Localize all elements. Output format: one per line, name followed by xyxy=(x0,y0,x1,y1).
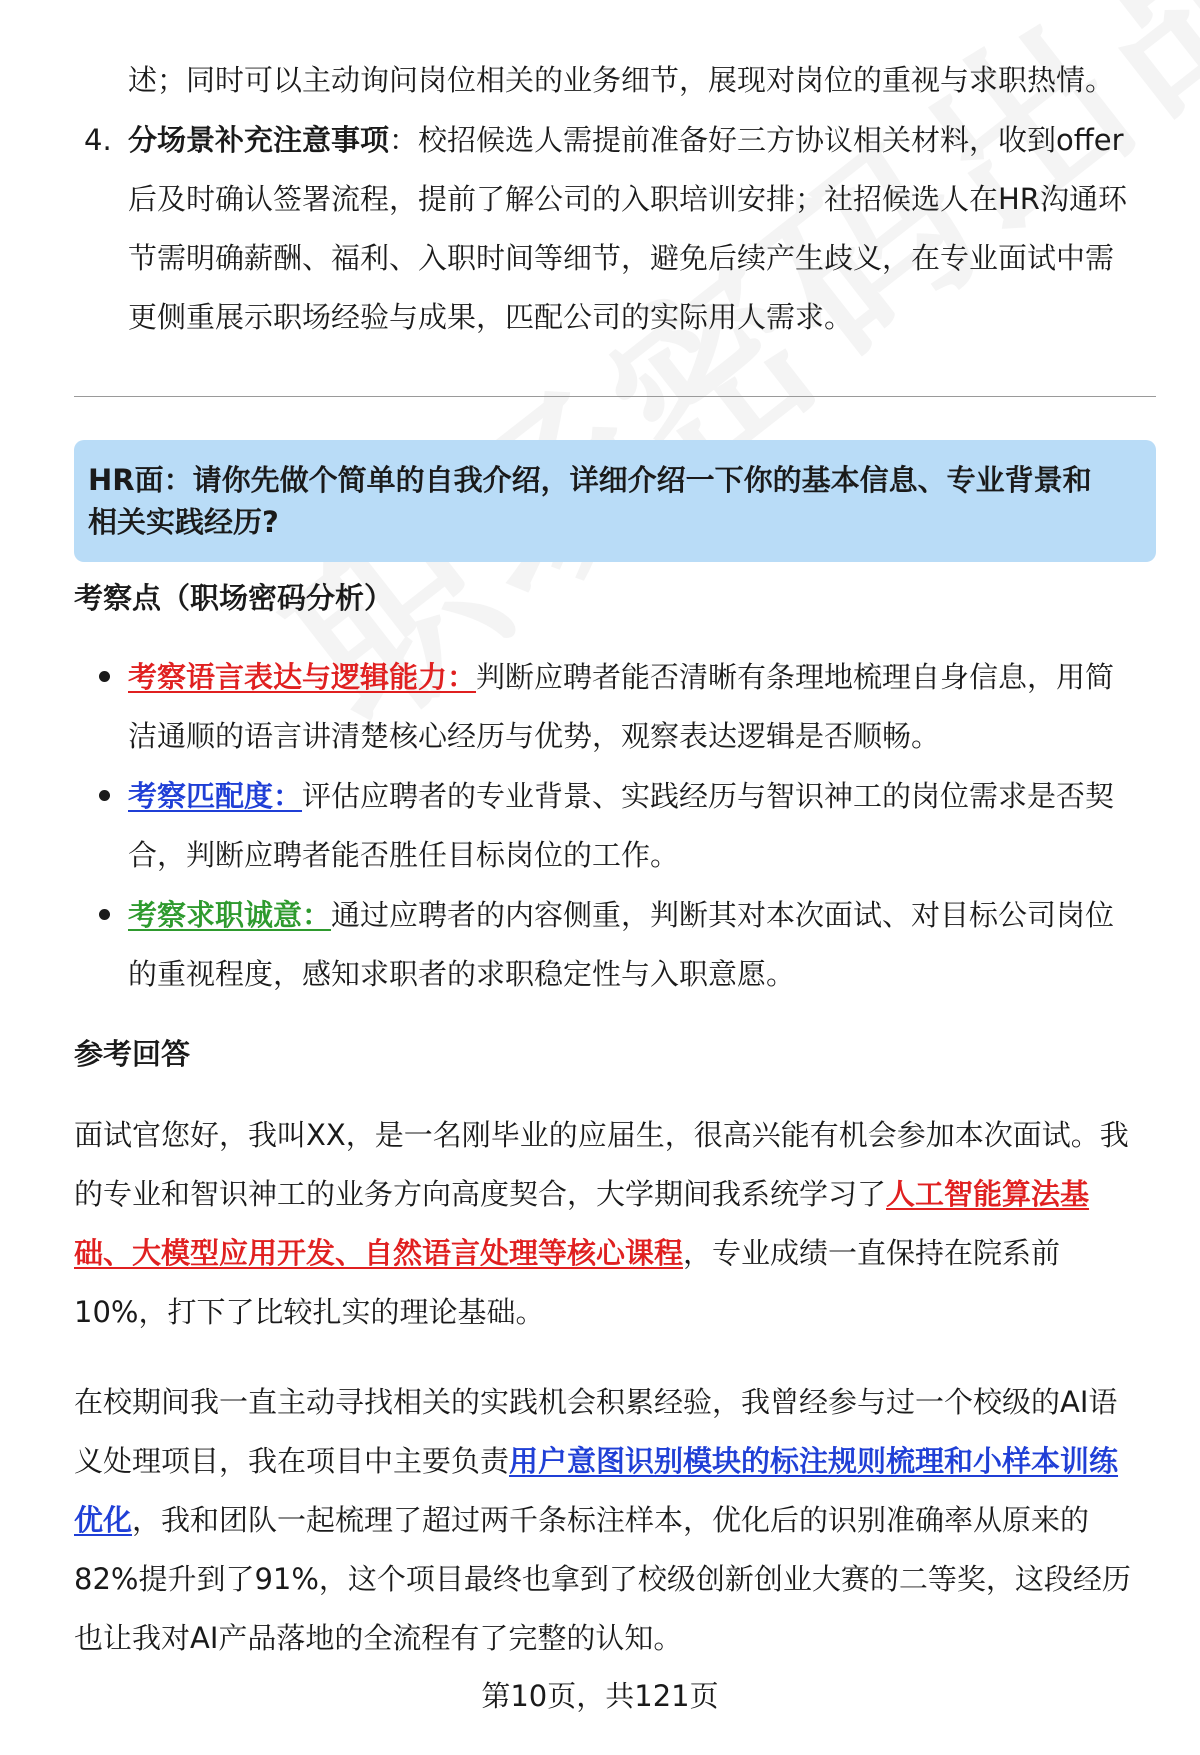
section-divider xyxy=(74,396,1156,397)
list-item-4-line4: 更侧重展示职场经验与成果，匹配公司的实际用人需求。 xyxy=(128,300,854,334)
question-box xyxy=(74,440,1156,562)
analysis-item-1-text: 判断应聘者能否清晰有条理地梳理自身信息，用简 xyxy=(476,660,1115,694)
answer-p1-highlight: 础、大模型应用开发、自然语言处理等核心课程 xyxy=(74,1236,684,1270)
question-line2: 相关实践经历? xyxy=(88,505,279,539)
analysis-item-2-label: 考察匹配度： xyxy=(128,779,303,813)
answer-p1-text: ，专业成绩一直保持在院系前 xyxy=(683,1236,1061,1270)
answer-p2-line5: 也让我对AI产品落地的全流程有了完整的认知。 xyxy=(74,1621,683,1655)
list-item-4-line1 xyxy=(128,120,1124,160)
analysis-item-1-line2: 洁通顺的语言讲清楚核心经历与优势，观察表达逻辑是否顺畅。 xyxy=(128,719,941,753)
answer-p1-line2 xyxy=(74,1174,1089,1214)
answer-p2-highlight: 优化 xyxy=(74,1503,133,1537)
page-number: 第10页，共121页 xyxy=(481,1679,719,1713)
answer-p1-highlight: 人工智能算法基 xyxy=(886,1177,1090,1211)
answer-p1-line4: 10%，打下了比较扎实的理论基础。 xyxy=(74,1295,545,1329)
answer-p1-line3 xyxy=(74,1233,1060,1273)
analysis-item-2-line1 xyxy=(128,776,1114,816)
answer-p1-text: 的专业和智识神工的业务方向高度契合，大学期间我系统学习了 xyxy=(74,1177,887,1211)
answer-p2-line2 xyxy=(74,1441,1118,1481)
answer-heading: 参考回答 xyxy=(74,1037,191,1071)
analysis-item-3-label: 考察求职诚意： xyxy=(128,898,332,932)
question-line1: HR面：请你先做个简单的自我介绍，详细介绍一下你的基本信息、专业背景和 xyxy=(88,463,1092,497)
analysis-item-3-line2: 的重视程度，感知求职者的求职稳定性与入职意愿。 xyxy=(128,957,796,991)
list-number: 4. xyxy=(84,123,112,157)
bullet-dot xyxy=(99,671,110,682)
answer-p2-line4: 82%提升到了91%，这个项目最终也拿到了校级创新创业大赛的二等奖，这段经历 xyxy=(74,1562,1131,1596)
analysis-item-1-line1 xyxy=(128,657,1114,697)
analysis-item-3-line1 xyxy=(128,895,1114,935)
answer-p2-highlight: 用户意图识别模块的标注规则梳理和小样本训练 xyxy=(509,1444,1119,1478)
answer-p1-line1: 面试官您好，我叫XX，是一名刚毕业的应届生，很高兴能有机会参加本次面试。我 xyxy=(74,1118,1129,1152)
analysis-item-2-text: 评估应聘者的专业背景、实践经历与智识神工的岗位需求是否契 xyxy=(302,779,1115,813)
analysis-item-3-text: 通过应聘者的内容侧重，判断其对本次面试、对目标公司岗位 xyxy=(331,898,1115,932)
answer-p2-text: 义处理项目，我在项目中主要负责 xyxy=(74,1444,510,1478)
answer-p2-line1: 在校期间我一直主动寻找相关的实践机会积累经验，我曾经参与过一个校级的AI语 xyxy=(74,1385,1118,1419)
list-item-4-text: ：校招候选人需提前准备好三方协议相关材料，收到offer xyxy=(389,123,1124,157)
answer-p2-line3 xyxy=(74,1500,1089,1540)
analysis-heading: 考察点（职场密码分析） xyxy=(74,581,394,615)
answer-p2-text: ，我和团队一起梳理了超过两千条标注样本，优化后的识别准确率从原来的 xyxy=(132,1503,1090,1537)
paragraph-continuation: 述；同时可以主动询问岗位相关的业务细节，展现对岗位的重视与求职热情。 xyxy=(128,63,1115,97)
list-item-4-line3: 节需明确薪酬、福利、入职时间等细节，避免后续产生歧义，在专业面试中需 xyxy=(128,241,1115,275)
list-item-4-line2: 后及时确认签署流程，提前了解公司的入职培训安排；社招候选人在HR沟通环 xyxy=(128,182,1127,216)
analysis-item-1-label: 考察语言表达与逻辑能力： xyxy=(128,660,477,694)
list-item-4-title: 分场景补充注意事项 xyxy=(128,123,390,157)
bullet-dot xyxy=(99,790,110,801)
analysis-item-2-line2: 合，判断应聘者能否胜任目标岗位的工作。 xyxy=(128,838,680,872)
bullet-dot xyxy=(99,909,110,920)
